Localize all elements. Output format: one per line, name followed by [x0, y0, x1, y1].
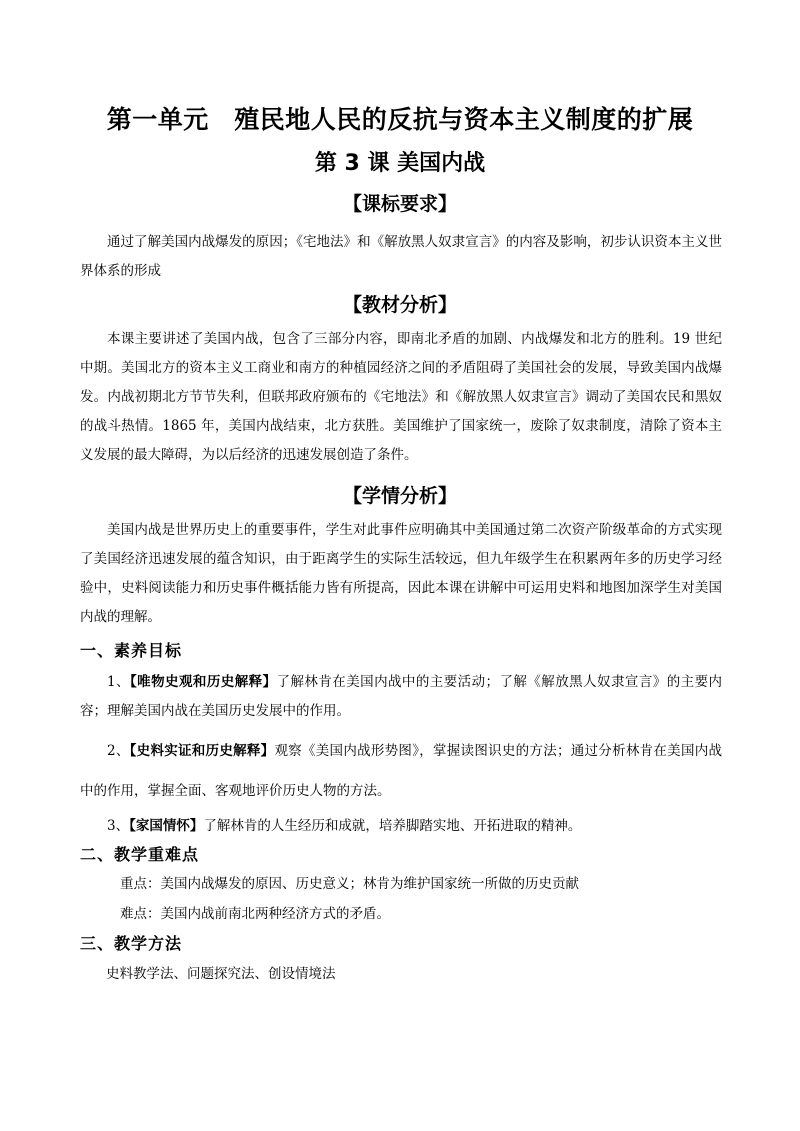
goal-item-3	[80, 812, 722, 841]
methods-text: 史料教学法、问题探究法、创设情境法	[106, 966, 336, 982]
goal-item-1	[80, 668, 722, 726]
textbook-analysis-heading: 【教材分析】	[342, 294, 457, 316]
textbook-analysis-text: 本课主要讲述了美国内战，包含了三部分内容，即南北矛盾的加剧、内战爆发和北方的胜利。19 世纪中期。美国北方的资本主义工商业和南方的种植园经济之间的矛盾阻碍了美国社会的发展，导致美国内战爆发。内战初期北方节节失利，但联邦政府颁布的《宅地法》和《解放黑人奴隶宣言》调动了美国农民和黑奴的战斗热情。1865 年，美国内战结束，北方获胜。美国维护了国家统一，废除了奴隶制度，清除了资本主义发展的最大障碍，为以后经济的迅速发展创造了条件。	[80, 331, 722, 463]
goal-text: 了解林肯在美国内战中的主要活动；了解《解放黑人奴隶宣言》的主要内容；理解美国内战在美国历史发展中的作用。	[80, 674, 723, 719]
goals-heading: 一、素养目标	[80, 641, 183, 660]
unit-title: 第一单元 殖民地人民的反抗与资本主义制度的扩展	[106, 105, 694, 134]
key-points-heading: 二、教学重难点	[80, 845, 200, 864]
goal-number: 2、	[107, 743, 130, 759]
curriculum-text: 通过了解美国内战爆发的原因；《宅地法》和《解放黑人奴隶宣言》的内容及影响，初步认识资本主义世界体系的形成	[80, 234, 722, 279]
goal-text: 了解林肯的人生经历和成就，培养脚踏实地、开拓进取的精神。	[203, 818, 582, 834]
goal-keyword: 【唯物史观和历史解释】	[129, 674, 277, 690]
student-analysis-heading: 【学情分析】	[342, 485, 457, 507]
goal-keyword: 【史料实证和历史解释】	[129, 743, 275, 759]
goal-text: 观察《美国内战形势图》，掌握读图识史的方法；通过分析林肯在美国内战中的作用，掌握全面、客观地评价历史人物的方法。	[80, 743, 723, 799]
student-analysis-text: 美国内战是世界历史上的重要事件，学生对此事件应明确其中美国通过第二次资产阶级革命的方式实现了美国经济迅速发展的蕴含知识，由于距离学生的实际生活较远，但九年级学生在积累两年多的历史学习经验中，史料阅读能力和历史事件概括能力皆有所提高，因此本课在讲解中可运用史料和地图加深学生对美国内战的理解。	[80, 522, 722, 625]
key-point-text: 重点：美国内战爆发的原因、历史意义；林肯为维护国家统一所做的历史贡献	[120, 876, 579, 892]
methods-heading: 三、教学方法	[80, 934, 183, 953]
curriculum-heading: 【课标要求】	[342, 193, 457, 215]
difficult-point-text: 难点：美国内战前南北两种经济方式的矛盾。	[120, 906, 390, 922]
goal-number: 1、	[107, 674, 130, 690]
goal-number: 3、	[107, 818, 130, 834]
goal-keyword: 【家国情怀】	[129, 818, 204, 834]
lesson-title: 第 3 课 美国内战	[314, 151, 486, 176]
goal-item-2	[80, 731, 722, 811]
